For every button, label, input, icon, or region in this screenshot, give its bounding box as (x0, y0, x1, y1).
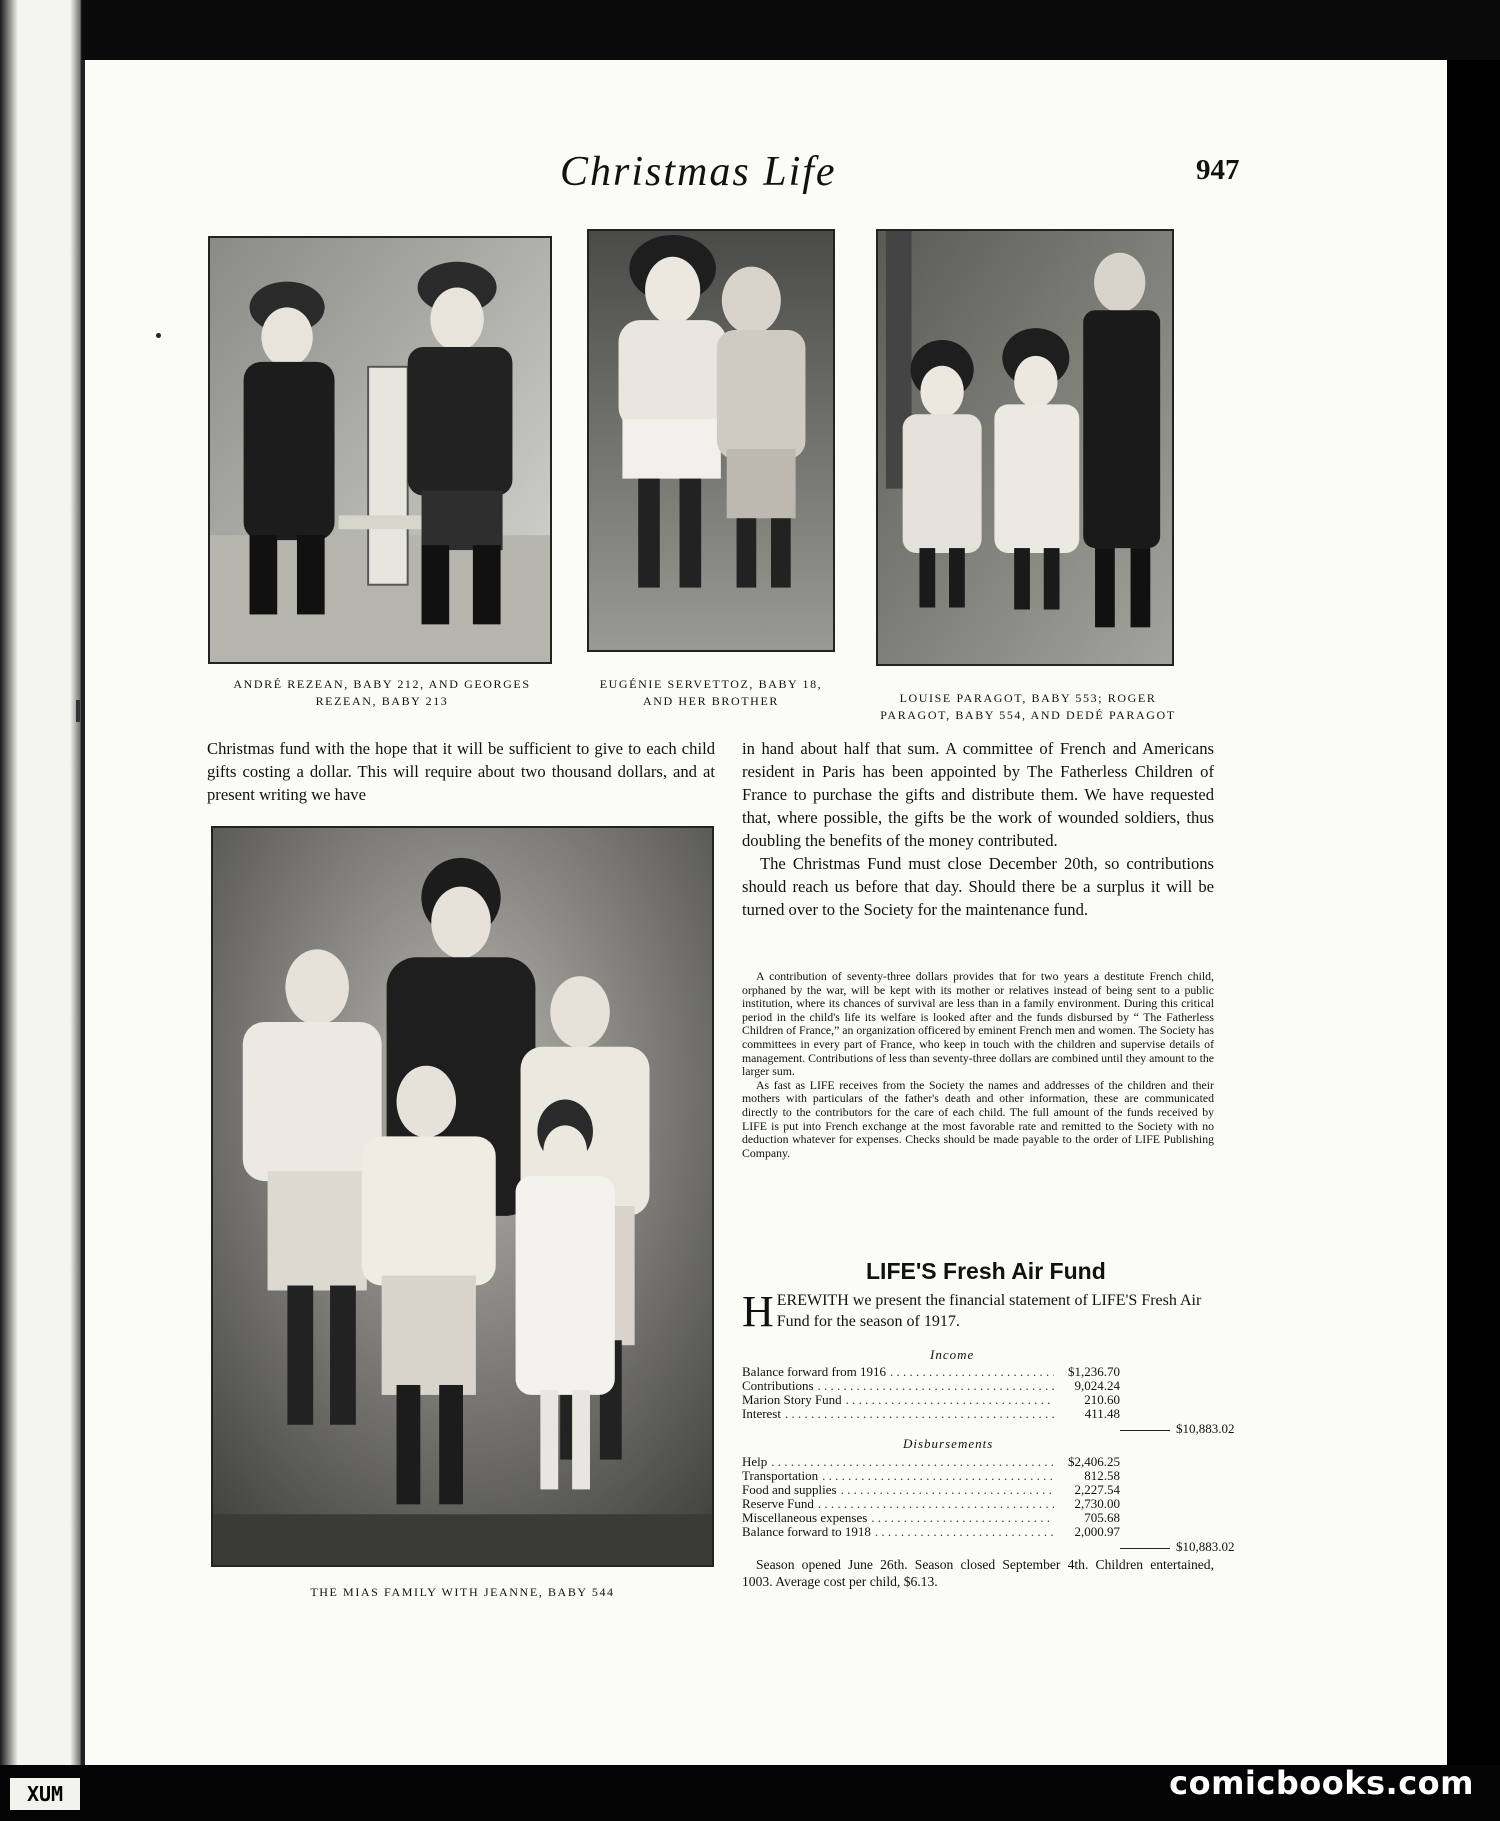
fresh-air-fund-title: LIFE'S Fresh Air Fund (866, 1258, 1106, 1284)
income-total-rule (1120, 1430, 1170, 1431)
photo-rezean (208, 236, 552, 664)
article-left-text: Christmas fund with the hope that it will be sufficient to give to each child gifts costing a dollar. This will require about two thousand dollars, and at present writing we have (207, 739, 715, 804)
ledger-label: Contributions (742, 1378, 814, 1393)
disbursements-total-rule (1120, 1548, 1170, 1549)
leader-dots (822, 1469, 1054, 1483)
intro-text: EREWITH we present the financial statement of LIFE'S Fresh Air Fund for the season of 1917. (776, 1292, 1202, 1330)
photo-paragot (876, 229, 1174, 666)
ledger-amount: 2,000.97 (1074, 1524, 1120, 1539)
ledger-label: Interest (742, 1406, 781, 1421)
ledger-label: Reserve Fund (742, 1496, 814, 1511)
ledger-row (742, 1469, 1120, 1483)
article-right-text-2: The Christmas Fund must close December 20th, so contributions should reach us before that day. Should there be a surplus it will be turned over to the Society for the maintenance fund. (742, 854, 1214, 919)
income-ledger (742, 1365, 1120, 1421)
ledger-label: Marion Story Fund (742, 1392, 842, 1407)
page-gutter (0, 0, 82, 1821)
page-title: Christmas Life (560, 149, 837, 195)
leader-dots (818, 1379, 1054, 1393)
fine-print-1: A contribution of seventy-three dollars provides that for two years a destitute French child, orphaned by the war, will be kept with its mother or relatives instead of being sent to a public institution, where its chances of survival are less than in a family environment. During this critical period in the child's life its welfare is looked after and the funds disbursed by “ The Fatherless Children of France,” an organization officered by eminent French men and women. The Society has committees in every part of France, who keep in touch with the children and supervise details of management. Contributions of less than seventy-three dollars are combined until they amount to the larger sum. (742, 969, 1214, 1079)
fatherless-children-notice (742, 970, 1214, 1160)
article-left-paragraph (207, 737, 715, 806)
fine-print-2: As fast as LIFE receives from the Society the names and addresses of the children and their mothers with particulars of the father's death and other information, these are communicated directly to the contributors for the care of each child. The full amount of the funds received by LIFE is put into French exchange at the most favorable rate and remitted to the Society with no deduction whatever for expenses. Checks should be made payable to the order of LIFE Publishing Company. (742, 1077, 1214, 1160)
ledger-label: Food and supplies (742, 1482, 837, 1497)
ledger-label: Miscellaneous expenses (742, 1510, 868, 1525)
ledger-row (742, 1365, 1120, 1379)
caption-rezean: ANDRÉ REZEAN, BABY 212, AND GEORGES REZEAN, BABY 213 (233, 677, 531, 708)
leader-dots (890, 1365, 1054, 1379)
ledger-row (742, 1497, 1120, 1511)
ledger-row (742, 1379, 1120, 1393)
ledger-row (742, 1511, 1120, 1525)
ledger-row (742, 1407, 1120, 1421)
leader-dots (818, 1497, 1054, 1511)
ledger-row (742, 1483, 1120, 1497)
ledger-amount: 705.68 (1084, 1510, 1120, 1525)
disbursements-total: $10,883.02 (1176, 1539, 1235, 1554)
margin-mark (76, 700, 80, 722)
ledger-amount: $1,236.70 (1068, 1364, 1120, 1379)
ledger-amount: 411.48 (1084, 1406, 1120, 1421)
margin-speck (156, 333, 161, 338)
leader-dots (841, 1483, 1054, 1497)
ledger-label: Balance forward from 1916 (742, 1364, 887, 1379)
leader-dots (871, 1511, 1054, 1525)
ledger-amount: 210.60 (1084, 1392, 1120, 1407)
article-right-text-1: in hand about half that sum. A committee of French and Americans resident in Paris has been appointed by The Fatherless Children of France to purchase the gifts and distribute them. We have requested that, where possible, the gifts be the work of wounded soldiers, thus doubling the benefits of the money contributed. (742, 739, 1214, 850)
leader-dots (785, 1407, 1054, 1421)
ledger-label: Transportation (742, 1468, 819, 1483)
site-watermark: comicbooks.com (1169, 1764, 1474, 1802)
income-heading: Income (930, 1347, 975, 1362)
ledger-row (742, 1525, 1120, 1539)
photo-mias-family (211, 826, 714, 1567)
ledger-label: Help (742, 1454, 768, 1469)
leader-dots (875, 1525, 1054, 1539)
scan-top-edge (82, 0, 1500, 60)
page-number: 947 (1196, 154, 1240, 186)
ledger-amount: 9,024.24 (1074, 1378, 1120, 1393)
caption-mias-family: THE MIAS FAMILY WITH JEANNE, BABY 544 (310, 1585, 615, 1599)
income-total: $10,883.02 (1176, 1421, 1235, 1436)
caption-paragot: LOUISE PARAGOT, BABY 553; ROGER PARAGOT, BABY 554, AND DEDÉ PARAGOT (880, 691, 1176, 722)
ledger-amount: $2,406.25 (1068, 1454, 1120, 1469)
ledger-amount: 2,227.54 (1074, 1482, 1120, 1497)
photo-servettoz (587, 229, 835, 652)
leader-dots (846, 1393, 1054, 1407)
season-note: Season opened June 26th. Season closed September 4th. Children entertained, 1003. Average cost per child, $6.13. (742, 1557, 1214, 1589)
leader-dots (771, 1455, 1054, 1469)
disbursements-ledger (742, 1455, 1120, 1539)
ledger-label: Balance forward to 1918 (742, 1524, 871, 1539)
dropcap: H (742, 1287, 774, 1336)
corner-badge: XUM (10, 1778, 80, 1810)
caption-servettoz: EUGÉNIE SERVETTOZ, BABY 18, AND HER BROTHER (599, 677, 823, 708)
ledger-row (742, 1393, 1120, 1407)
disbursements-heading: Disbursements (903, 1436, 994, 1451)
fresh-air-fund-intro (742, 1287, 1220, 1336)
ledger-amount: 812.58 (1084, 1468, 1120, 1483)
ledger-row (742, 1455, 1120, 1469)
ledger-amount: 2,730.00 (1074, 1496, 1120, 1511)
article-right-column (742, 737, 1214, 921)
